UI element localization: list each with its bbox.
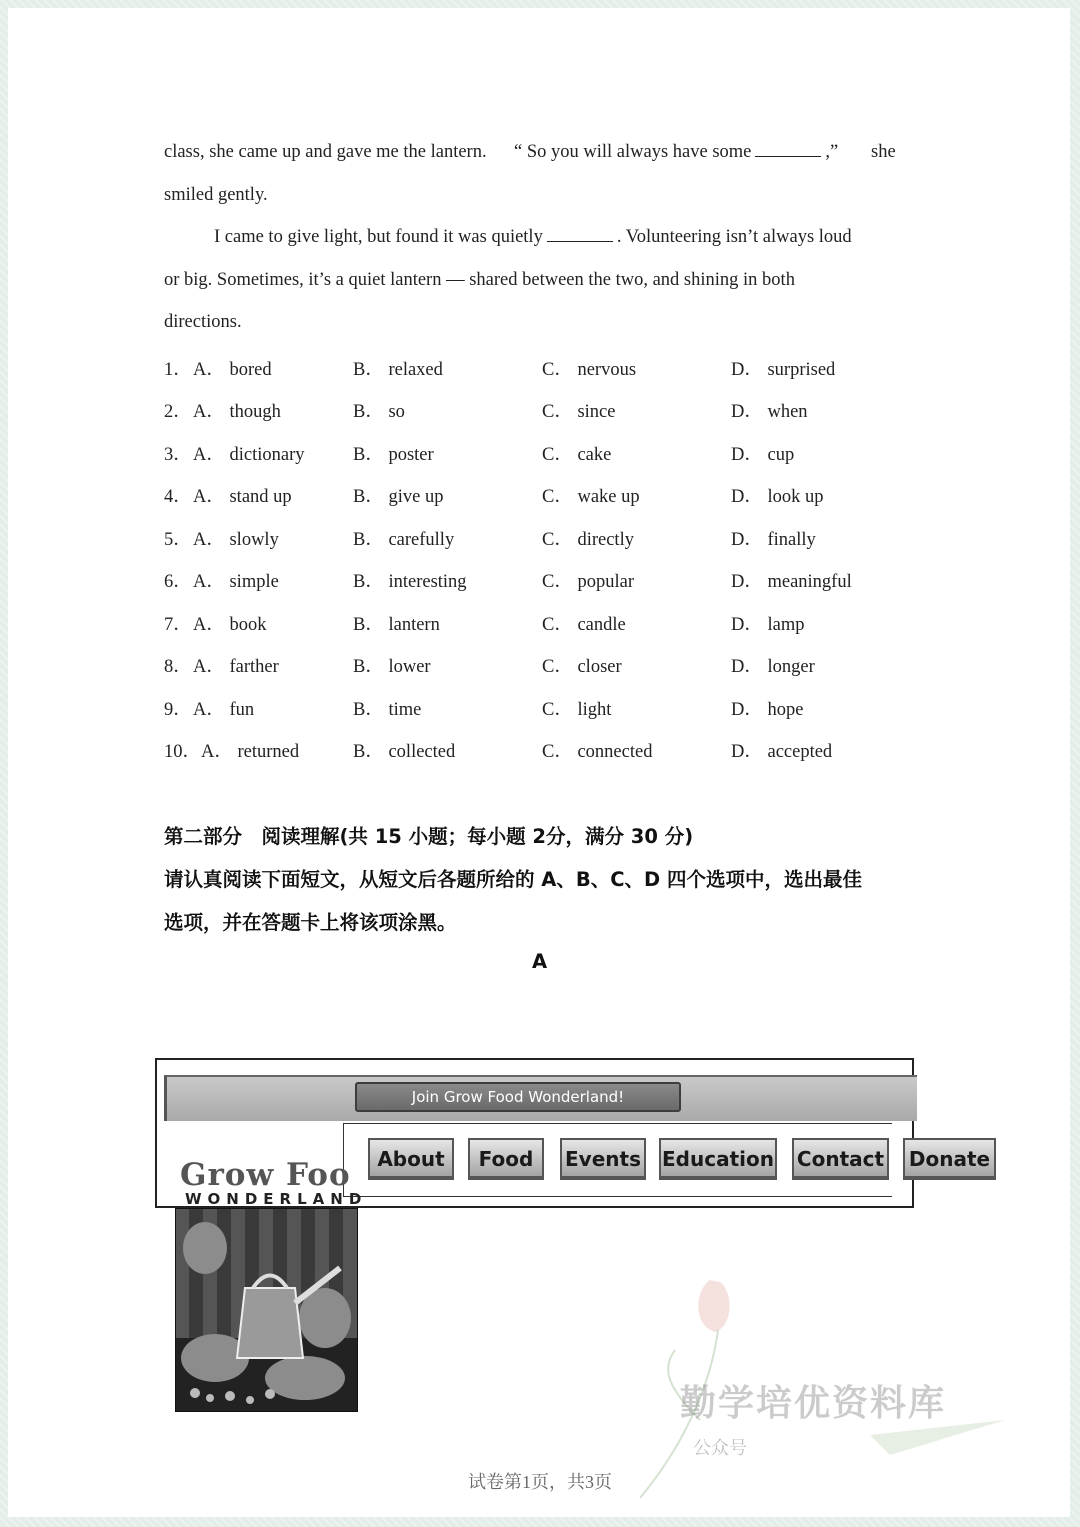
option-d: D． meaningful [731,572,852,592]
passage-text: “ So you will always have some [514,142,752,162]
question-row [155,482,915,506]
question-number: 8． [164,657,192,677]
passage-text: I came to give light, but found it was quietly [214,227,543,247]
option-c: C． directly [542,530,634,550]
passage-line-1 [164,142,487,162]
option-c: C． cake [542,445,612,465]
question-row [155,355,915,379]
passage-line-3 [214,227,852,247]
question-row [155,652,915,676]
join-button[interactable]: Join Grow Food Wonderland! [355,1082,681,1112]
question-number: 10． [164,742,202,762]
passage-letter: A [532,950,548,973]
option-c: C． candle [542,615,626,635]
option-a: A． fun [193,700,255,720]
option-b: B． relaxed [353,360,443,380]
option-b: B． lower [353,657,431,677]
question-number: 3． [164,445,192,465]
option-a: A． simple [193,572,279,592]
section-title: 第二部分 阅读理解(共 15 小题；每小题 2分，满分 30 分) [164,825,694,848]
passage-line-2: smiled gently. [164,185,268,205]
question-row [155,695,915,719]
option-d: D． hope [731,700,804,720]
section-instruction: 选项，并在答题卡上将该项涂黑。 [164,911,457,934]
option-b: B． so [353,402,405,422]
question-number: 9． [164,700,192,720]
option-b: B． lantern [353,615,440,635]
option-c: C． wake up [542,487,640,507]
section-instruction: 请认真阅读下面短文，从短文后各题所给的 A、B、C、D 四个选项中，选出最佳 [164,868,863,891]
option-d: D． when [731,402,808,422]
option-d: D． cup [731,445,795,465]
nav-donate-button[interactable]: Donate [903,1138,996,1180]
question-number: 4． [164,487,192,507]
option-a: A． stand up [193,487,292,507]
passage-line-5: directions. [164,312,242,332]
passage-text: class, she came up and gave me the lantern. [164,142,487,162]
question-row [155,610,915,634]
option-d: D． finally [731,530,816,550]
option-a: A． bored [193,360,272,380]
site-logo-title: Grow Foo [180,1157,351,1193]
option-d: D． look up [731,487,824,507]
option-b: B． poster [353,445,434,465]
option-a: A． returned [201,742,300,762]
option-a: A． though [193,402,281,422]
nav-about-button[interactable]: About [368,1138,454,1180]
nav-events-button[interactable]: Events [560,1138,646,1180]
option-c: C． closer [542,657,622,677]
nav-contact-button[interactable]: Contact [792,1138,889,1180]
option-d: D． accepted [731,742,833,762]
question-row [155,397,915,421]
option-c: C． nervous [542,360,637,380]
passage-text: she [871,142,896,162]
passage-text: ,” [825,142,839,162]
watermark-subtitle: 公众号 [693,1438,747,1459]
question-row [155,525,915,549]
option-b: B． interesting [353,572,467,592]
question-row [155,567,915,591]
question-number: 2． [164,402,192,422]
option-d: D． longer [731,657,815,677]
nav-education-button[interactable]: Education [659,1138,777,1180]
passage-text: . Volunteering isn’t always loud [616,227,852,247]
question-number: 6． [164,572,192,592]
question-number: 7． [164,615,192,635]
question-row [155,440,915,464]
option-c: C． light [542,700,612,720]
option-a: A． book [193,615,267,635]
option-c: C． connected [542,742,653,762]
question-row [155,737,915,761]
option-c: C． popular [542,572,634,592]
option-b: B． carefully [353,530,455,550]
question-number: 1． [164,360,192,380]
garden-photo [175,1208,358,1412]
option-d: D． lamp [731,615,805,635]
option-b: B． give up [353,487,444,507]
option-a: A． dictionary [193,445,305,465]
option-b: B． collected [353,742,456,762]
answer-blank [755,142,821,157]
option-a: A． farther [193,657,279,677]
option-c: C． since [542,402,616,422]
passage-line-4: or big. Sometimes, it’s a quiet lantern — shared between the two, and shining in both [164,270,795,290]
nav-food-button[interactable]: Food [468,1138,544,1180]
option-a: A． slowly [193,530,279,550]
option-d: D． surprised [731,360,836,380]
site-logo-subtitle: WONDERLAND [185,1190,368,1208]
page-footer: 试卷第1页，共3页 [468,1472,612,1492]
passage-line-1-quote [514,142,838,162]
watermark-text: 勤学培优资料库 [680,1383,947,1424]
question-number: 5． [164,530,192,550]
option-b: B． time [353,700,422,720]
answer-blank [547,227,613,242]
